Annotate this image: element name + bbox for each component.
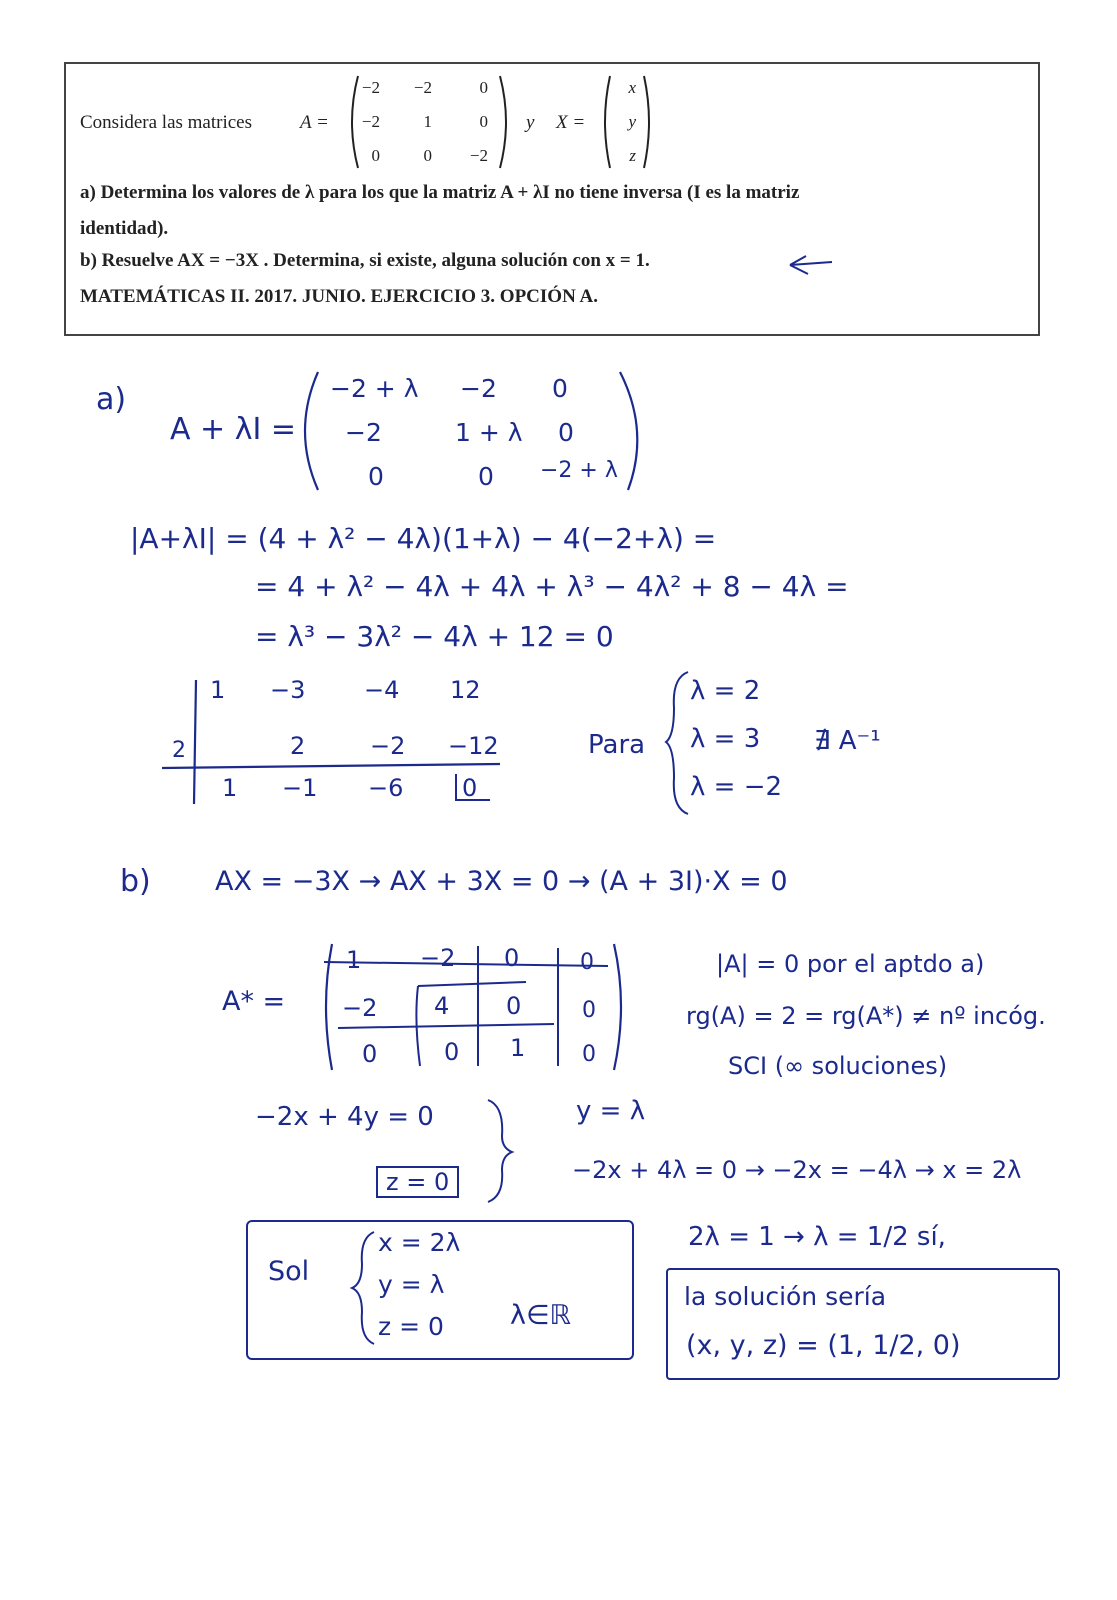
matrix-x-label: X = — [556, 112, 586, 133]
problem-intro: Considera las matrices — [80, 112, 253, 133]
augmented-cell: −2 — [342, 994, 378, 1022]
matrix-cell: 0 — [368, 462, 384, 491]
no-inverse-note: ∄ A⁻¹ — [814, 726, 881, 756]
matrix-cell: 0 — [558, 418, 574, 447]
augmented-cell: 0 — [580, 950, 594, 975]
matrix-a-cell: 0 — [479, 78, 488, 97]
matrix-cell: 0 — [478, 462, 494, 491]
determinant-expansion: = 4 + λ² − 4λ + 4λ + λ³ − 4λ² + 8 − 4λ = — [255, 570, 849, 603]
ruffini-result: 1 — [222, 774, 238, 802]
solution-label: Sol — [268, 1256, 310, 1287]
determinant-note: |A| = 0 por el aptdo a) — [716, 950, 985, 978]
augmented-cell: 0 — [506, 992, 522, 1020]
ruffini-coef: 12 — [450, 676, 481, 704]
augmented-cell: 0 — [362, 1040, 378, 1068]
characteristic-equation: = λ³ − 3λ² − 4λ + 12 = 0 — [255, 620, 614, 653]
solution-y: y = λ — [378, 1270, 445, 1299]
ruffini-root: 2 — [172, 738, 186, 763]
parameter-equation: −2x + 4λ = 0 → −2x = −4λ → x = 2λ — [572, 1156, 1022, 1184]
matrix-a-label: A = — [300, 112, 329, 133]
ruffini-coef: 1 — [210, 676, 226, 704]
augmented-cell: −2 — [420, 944, 456, 972]
matrix-cell: −2 — [345, 418, 382, 447]
augmented-cell: 0 — [582, 998, 596, 1023]
matrix-a-cell: 1 — [423, 112, 432, 131]
determinant-line: |A+λI| = (4 + λ² − 4λ)(1+λ) − 4(−2+λ) = — [130, 522, 717, 555]
matrix-x-cell: z — [629, 146, 636, 165]
para-label: Para — [588, 730, 646, 760]
matrix-a-cell: −2 — [361, 112, 380, 131]
augmented-cell: 0 — [504, 944, 520, 972]
matrix-cell: 0 — [552, 374, 568, 403]
rank-note: rg(A) = 2 = rg(A*) ≠ nº incóg. — [686, 1002, 1046, 1030]
matrix-a-cell: 0 — [371, 146, 380, 165]
augmented-matrix-label: A* = — [222, 986, 286, 1017]
solution-x: x = 2λ — [378, 1228, 461, 1257]
matrix-cell: −2 — [460, 374, 497, 403]
ruffini-mid: −12 — [448, 732, 499, 760]
matrix-a-cell: −2 — [469, 146, 488, 165]
matrix-a-cell: 0 — [479, 112, 488, 131]
part-a-text-cont: identidad). — [80, 218, 169, 239]
parameter-definition: y = λ — [576, 1096, 646, 1126]
particular-solution-value: (x, y, z) = (1, 1/2, 0) — [686, 1330, 961, 1361]
conj-y: y — [526, 112, 535, 133]
matrix-x-cell: x — [628, 78, 636, 97]
augmented-cell: 4 — [434, 992, 450, 1020]
ruffini-mid: 2 — [290, 732, 306, 760]
augmented-cell: 1 — [510, 1034, 526, 1062]
part-a-text: a) Determina los valores de λ para los que la matriz A + λI no tiene inversa (I es la matriz — [80, 182, 800, 203]
particular-check: 2λ = 1 → λ = 1/2 sí, — [688, 1222, 946, 1252]
augmented-cell: 0 — [582, 1042, 596, 1067]
a-plus-lambda-i: A + λI = — [170, 412, 297, 447]
matrix-a — [350, 76, 510, 168]
ruffini-result: −6 — [368, 774, 404, 802]
matrix-x-cell: y — [628, 112, 636, 131]
root-value: λ = 2 — [690, 676, 761, 706]
root-value: λ = −2 — [690, 772, 783, 802]
matrix-a-cell: −2 — [361, 78, 380, 97]
matrix-equation: AX = −3X → AX + 3X = 0 → (A + 3I)·X = 0 — [215, 866, 788, 897]
matrix-cell: −2 + λ — [540, 458, 618, 483]
parameter-domain: λ∈ℝ — [510, 1300, 571, 1331]
ruffini-mid: −2 — [370, 732, 406, 760]
particular-solution-intro: la solución sería — [684, 1282, 887, 1311]
part-a-label: a) — [96, 382, 127, 417]
part-b-text: b) Resuelve AX = −3X . Determina, si existe, alguna solución con x = 1. — [80, 250, 650, 271]
ruffini-coef: −3 — [270, 676, 306, 704]
ruffini-coef: −4 — [364, 676, 400, 704]
system-equation: −2x + 4y = 0 — [255, 1102, 434, 1132]
system-equation-z: z = 0 — [376, 1166, 459, 1198]
augmented-cell: 0 — [444, 1038, 460, 1066]
source-line: MATEMÁTICAS II. 2017. JUNIO. EJERCICIO 3. OPCIÓN A. — [80, 286, 598, 307]
root-value: λ = 3 — [690, 724, 761, 754]
arrow-left-icon — [786, 250, 836, 280]
augmented-cell: 1 — [346, 946, 362, 974]
matrix-x — [606, 76, 646, 168]
ruffini-result: −1 — [282, 774, 318, 802]
system-type-note: SCI (∞ soluciones) — [728, 1052, 948, 1080]
system-brace — [482, 1096, 522, 1206]
solution-z: z = 0 — [378, 1312, 444, 1341]
matrix-cell: 1 + λ — [455, 418, 523, 447]
ruffini-remainder: 0 — [462, 774, 478, 802]
matrix-cell: −2 + λ — [330, 374, 419, 403]
matrix-a-cell: −2 — [413, 78, 432, 97]
solution-brace — [350, 1228, 380, 1348]
part-b-label: b) — [120, 864, 151, 899]
matrix-a-cell: 0 — [423, 146, 432, 165]
